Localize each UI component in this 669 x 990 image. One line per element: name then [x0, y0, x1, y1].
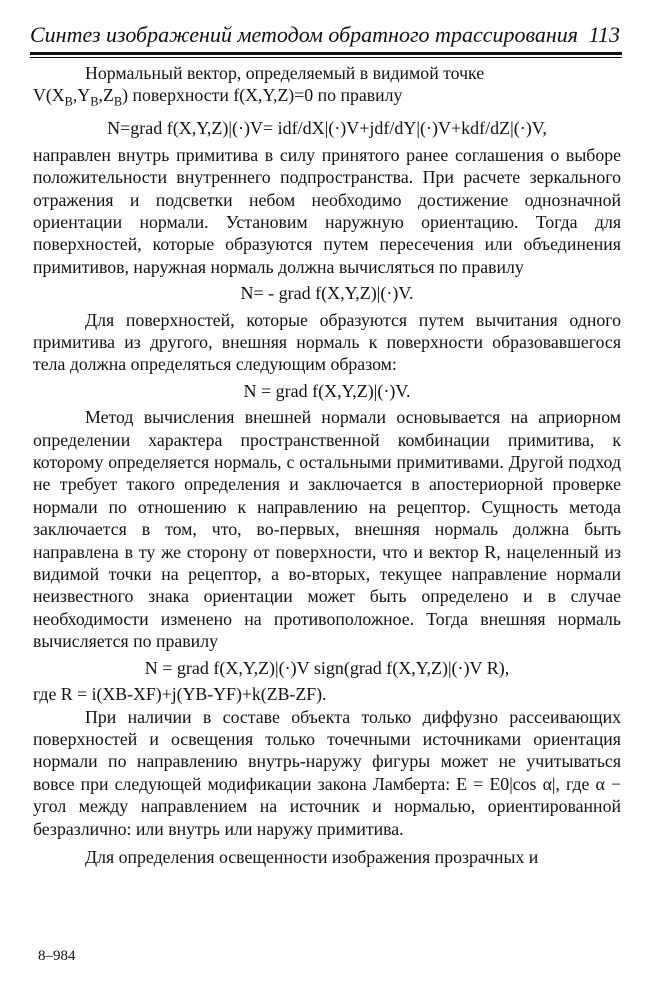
- header-rule: [30, 52, 622, 58]
- printer-signature: 8–984: [38, 948, 76, 964]
- paragraph-1-line-2: $V(X_B,Y_B,Z_B)$ поверхности f(X,Y,Z)=0 по правилу: [33, 85, 403, 109]
- equation-2: N= - grad f(X,Y,Z)|(·)V.: [240, 283, 414, 304]
- equation-1: N=grad f(X,Y,Z)|(·)V= idf/dX|(·)V+jdf/dY|(·)V+kdf/dZ|(·)V,: [107, 118, 547, 139]
- paragraph-4: Метод вычисления внешней нормали основывается на априорном определении характера пространственной комбинации примитива, к которому определяется нормаль, с остальными примитивами. Другой подход не требует такого определения и заключается в апостериорной проверке нормали по отношению к направлению на рецептор. Сущность метода заключается в том, что, во-первых, внешняя нормаль должна быть направлена в ту же сторону от поверхности, что и вектор R, нацеленный из видимой точки на рецептор, а во-вторых, текущее направление нормали неизвестного знака ориентации может быть определено и в случае необходимости изменено на противоположное. Тогда внешняя нормаль вычисляется по правилу: [33, 407, 621, 652]
- running-title: Синтез изображений методом обратного трассирования: [30, 22, 579, 47]
- paragraph-2: направлен внутрь примитива в силу принятого ранее соглашения о выборе положительности внутреннего подпространства. При расчете зеркального отражения и подсветки небом необходимо достижение однозначной ориентации нормали. Установим наружную ориентацию. Тогда для поверхностей, которые образуются путем пересечения или объединения примитивов, наружная нормаль должна вычисляться по правилу: [33, 144, 621, 277]
- equation-5: где R = i(XB-XF)+j(YB-YF)+k(ZB-ZF).: [33, 684, 327, 705]
- equation-3: N = grad f(X,Y,Z)|(·)V.: [243, 380, 411, 401]
- paragraph-1-line-1: Нормальный вектор, определяемый в видимой точке: [85, 63, 485, 83]
- running-header: [30, 18, 620, 48]
- page-body: [33, 62, 621, 868]
- page-number: 113: [588, 22, 620, 47]
- equation-4: N = grad f(X,Y,Z)|(·)V sign(grad f(X,Y,Z)|(·)V R),: [144, 657, 510, 678]
- paragraph-5: При наличии в составе объекта только диффузно рассеивающих поверхностей и освещения только точечными источниками ориентация нормали по направлению внутрь-наружу фигуры может не учитываться вовсе при следующей модификации закона Ламберта: E = E0|cos α|, где α − угол между направлением на источник и нормалью, ориентированной безразлично: или внутрь или наружу примитива.: [33, 706, 621, 839]
- paragraph-6: Для определения освещенности изображения прозрачных и: [85, 846, 539, 867]
- paragraph-3: Для поверхностей, которые образуются путем вычитания одного примитива из другого, внешняя нормаль к поверхности образовавшегося тела должна определяться следующим образом:: [33, 309, 621, 375]
